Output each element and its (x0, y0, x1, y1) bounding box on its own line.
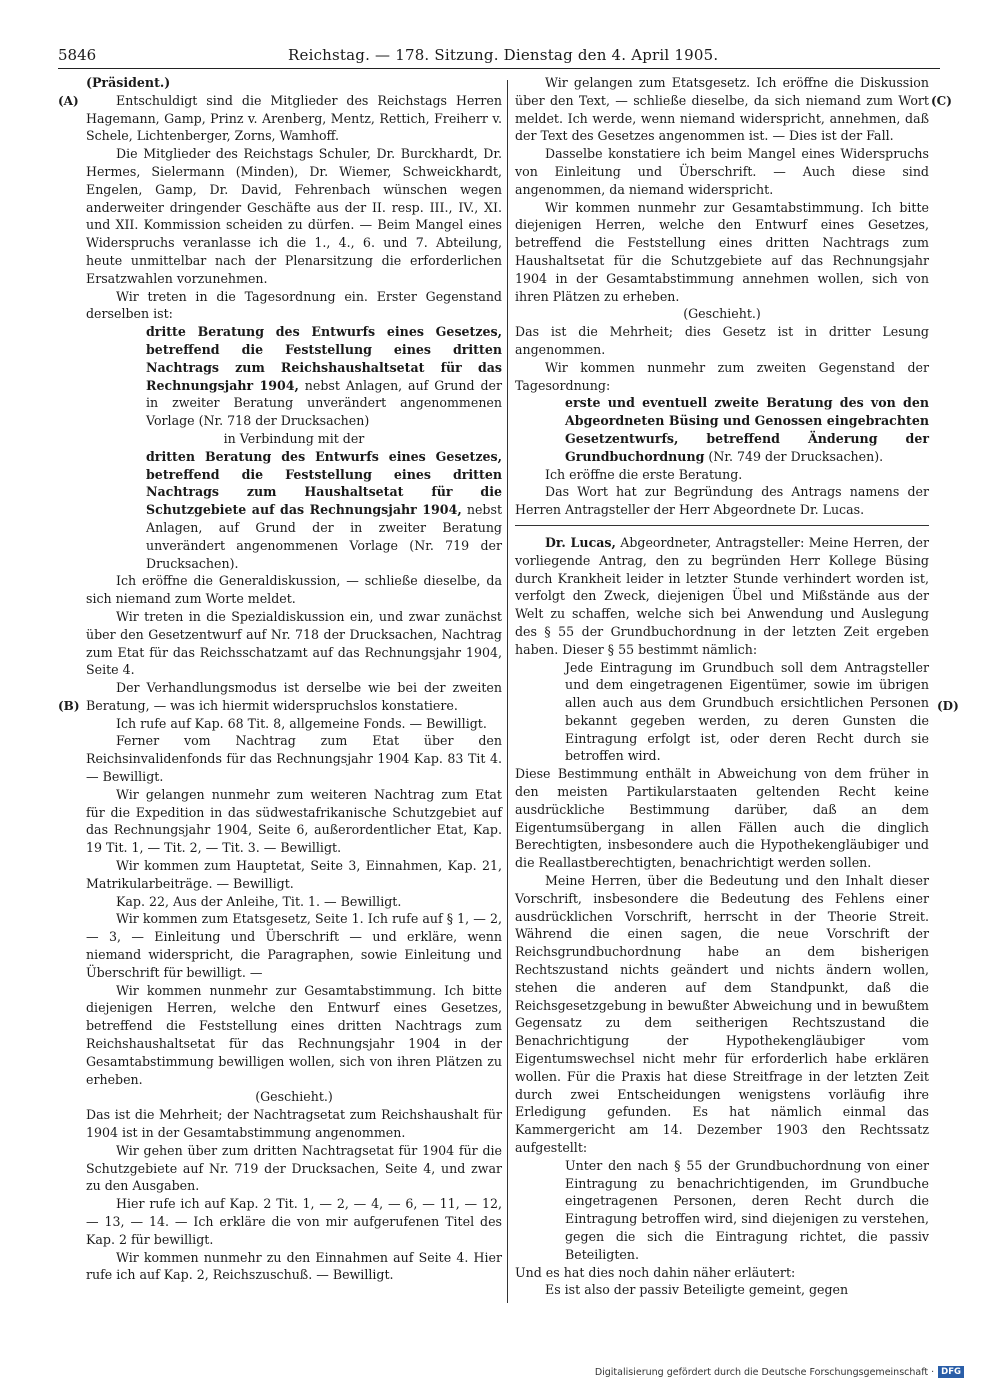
paragraph: Wir gehen über zum dritten Nachtragsetat für 1904 für die Schutzgebiete auf Nr. 719 der Drucksachen, Seite 4, und zwar zu den Ausgaben. (86, 1142, 502, 1194)
page-header (58, 46, 940, 68)
paragraph: Es ist also der passiv Beteiligte gemeint, gegen (545, 1282, 849, 1298)
running-title: Reichstag. — 178. Sitzung. Dienstag den 4. April 1905. (288, 46, 719, 64)
paragraph: Meine Herren, über die Bedeutung und den Inhalt dieser Vorschrift, insbesondere die Bedeutung des Fehlens einer ausdrücklichen Vorschrift, herrscht in der Theorie Streit. Während die einen sagen, die neue Vorschrift der Reichsgrundbuchordnung habe an dem bisherigen Rechtszustand nichts geändert und nichts ändern wollen, stehen die anderen auf dem Standpunkt, daß die Reichsgesetzgebung in bewußter Abweichung und in bewußtem Gegensatz zu dem seitherigen Rechtszustand die Benachrichtigung der Hypothekengläubiger vom Eigentumswechsel nicht mehr für erforderlich habe erklären wollen. Für die Praxis hat diese Streitfrage in der letzten Zeit durch zwei Entscheidungen wenigstens vorläufig ihre Erledigung gefunden. Es hat nämlich einmal das Kammergericht am 14. Dezember 1903 den Rechtssatz aufgestellt: (515, 873, 929, 1156)
column-divider (507, 80, 508, 1303)
paragraph: Das Wort hat zur Begründung des Antrags namens der Herren Antragsteller der Herr Abgeordnete Dr. Lucas. (515, 484, 929, 518)
agenda-item: dritten Beratung des Entwurfs eines Gesetzes, betreffend die Feststellung eines dritten Nachtrags zum Haushaltsetat für die Schutzgebiete auf das Rechnungsjahr 1904, nebst Anlagen, auf Grund der in zweiter Beratung unverändert angenommenen Vorlage (Nr. 719 der Drucksachen). (146, 448, 503, 571)
paragraph: Und es hat dies noch dahin näher erläutert: (515, 1264, 796, 1280)
page-number: 5846 (58, 46, 97, 64)
paragraph: Wir gelangen zum Etatsgesetz. Ich eröffne die Diskussion über den Text, — schließe dieselbe, da sich niemand zum Wort meldet. Ich werde, wenn niemand widerspricht, annehmen, daß der Text des Gesetzes angenommen ist. — Dies ist der Fall. (515, 75, 929, 144)
paragraph: Ich eröffne die erste Beratung. (545, 466, 743, 482)
paragraph: Das ist die Mehrheit; der Nachtragsetat zum Reichshaushalt für 1904 ist in der Gesamtabstimmung angenommen. (86, 1107, 502, 1141)
paragraph: Wir kommen zum Hauptetat, Seite 3, Einnahmen, Kap. 21, Matrikularbeiträge. — Bewilligt. (86, 858, 502, 891)
paragraph: Wir kommen nunmehr zur Gesamtabstimmung. Ich bitte diejenigen Herren, welche den Entwurf eines Gesetzes, betreffend die Feststellung eines dritten Nachtrags zum Haushaltsetat für die Schutzgebiete auf das Rechnungsjahr 1904 in der Gesamtabstimmung annehmen wollen, sich von ihren Plätzen zu erheben. (515, 199, 929, 304)
agenda-item: dritte Beratung des Entwurfs eines Gesetzes, betreffend die Feststellung eines dritten Nachtrags zum Reichshaushaltsetat für das Rechnungsjahr 1904, nebst Anlagen, auf Grund der in zweiter Beratung unverändert angenommenen Vorlage (Nr. 718 der Drucksachen) (146, 324, 503, 429)
paragraph: Dasselbe konstatiere ich beim Mangel eines Widerspruchs von Einleitung und Überschrift. — Auch diese sind angenommen, da niemand widerspricht. (515, 146, 929, 197)
paragraph: Ich eröffne die Generaldiskussion, — schließe dieselbe, da sich niemand zum Worte meldet. (86, 573, 502, 607)
margin-mark-c: (C) (931, 94, 952, 108)
margin-mark-a: (A) (58, 94, 79, 108)
paragraph: Das ist die Mehrheit; dies Gesetz ist in dritter Lesung angenommen. (515, 324, 929, 357)
paragraph: Hier rufe ich auf Kap. 2 Tit. 1, — 2, — 4, — 6, — 11, — 12, — 13, — 14. — Ich erkläre die von mir aufgerufenen Titel des Kap. 2 für bewilligt. (86, 1196, 502, 1247)
speaker-name: Dr. Lucas, (545, 534, 616, 550)
footer-text: Digitalisierung gefördert durch die Deutsche Forschungsgemeinschaft · (594, 1366, 935, 1378)
paragraph: Ferner vom Nachtrag zum Etat über den Reichsinvalidenfonds für das Rechnungsjahr 1904 Kap. 83 Tit 4. — Bewilligt. (86, 733, 502, 785)
paragraph: Wir kommen nunmehr zum zweiten Gegenstand der Tagesordnung: (515, 359, 929, 393)
margin-mark-b: (B) (58, 699, 80, 713)
stage-direction: (Geschieht.) (683, 306, 761, 322)
paragraph: Wir gelangen nunmehr zum weiteren Nachtrag zum Etat für die Expedition in das südwestafrikanische Schutzgebiet auf das Rechnungsjahr 1904, Seite 6, außerordentlicher Etat, Kap. 19 Tit. 1, — Tit. 2, — Tit. 3. — Bewilligt. (86, 786, 502, 856)
paragraph: Kap. 22, Aus der Anleihe, Tit. 1. — Bewilligt. (116, 893, 402, 909)
paragraph: Die Mitglieder des Reichstags Schuler, Dr. Burckhardt, Dr. Hermes, Sielermann (Minden), Dr. Wiemer, Schweickhardt, Engelen, Gamp, Dr. David, Fehrenbach wünschen wegen anderweiter dringender Geschäfte aus der II. resp. III., IV., XI. und XII. Kommission scheiden zu dürfen. — Beim Mangel eines Widerspruchs veranlasse ich die 1., 4., 6. und 7. Abteilung, heute unmittelbar nach der Plenarsitzung die erforderlichen Ersatzwahlen vorzunehmen. (86, 146, 502, 286)
agenda-item: erste und eventuell zweite Beratung des von den Abgeordneten Büsing und Genossen eingebrachten Gesetzentwurfs, betreffend Änderung der Grundbuchordnung (Nr. 749 der Drucksachen). (565, 395, 929, 464)
paragraph: Wir kommen nunmehr zur Gesamtabstimmung. Ich bitte diejenigen Herren, welche den Entwurf eines Gesetzes, betreffend die Feststellung eines dritten Nachtrags zum Reichshaushaltsetat für das Rechnungsjahr 1904 in der Gesamtabstimmung bewilligen wollen, sich von ihren Plätzen zu erheben. (86, 982, 502, 1087)
right-column (515, 74, 929, 1299)
left-column (86, 74, 502, 1284)
quoted-law-text: Jede Eintragung im Grundbuch soll dem Antragsteller und dem eingetragenen Eigentümer, sowie im übrigen allen auch aus dem Grundbuch ersichtlichen Personen bekannt gegeben werden, zu deren Gunsten die Eintragung erfolgt ist, oder deren Recht durch sie betroffen wird. (565, 659, 929, 764)
paragraph: Der Verhandlungsmodus ist derselbe wie bei der zweiten Beratung, — was ich hiermit widerspruchslos konstatiere. (86, 680, 502, 713)
paragraph: Ich rufe auf Kap. 68 Tit. 8, allgemeine Fonds. — Bewilligt. (116, 715, 487, 731)
quoted-ruling: Unter den nach § 55 der Grundbuchordnung von einer Eintragung zu benachrichtigenden, im Grundbuche eingetragenen Personen, deren Recht durch die Eintragung betroffen wird, sind diejenigen zu verstehen, gegen die sich die Eintragung richtet, die passiv Beteiligten. (565, 1157, 929, 1262)
speech-paragraph: Dr. Lucas, Abgeordneter, Antragsteller: Meine Herren, der vorliegende Antrag, den zu begründen Herr Kollege Büsing durch Krankheit leider in letzter Stunde verhindert worden ist, verfolgt den Zweck, diejenigen Übel und Mißstände aus der Welt zu schaffen, welche sich bei Anwendung und Auslegung des § 55 der Grundbuchordnung in der letzten Zeit ergeben haben. Dieser § 55 bestimmt nämlich: (515, 534, 929, 657)
paragraph: Wir kommen zum Etatsgesetz, Seite 1. Ich rufe auf § 1, — 2, — 3, — Einleitung und Überschrift — und erkläre, wenn niemand widerspricht, die Paragraphen, sowie Einleitung und Überschrift für bewilligt. — (86, 911, 502, 980)
connector-text: in Verbindung mit der (223, 430, 365, 446)
paragraph: Wir treten in die Spezialdiskussion ein, und zwar zunächst über den Gesetzentwurf auf Nr. 718 der Drucksachen, Nachtrag zum Etat für das Reichsschatzamt auf das Rechnungsjahr 1904, Seite 4. (86, 608, 502, 678)
section-separator (515, 525, 929, 526)
paragraph: Diese Bestimmung enthält in Abweichung von dem früher in den meisten Partikularstaaten geltenden Recht keine ausdrückliche Bestimmung darüber, daß an dem Eigentumsübergang in allen Fällen auch die dinglich Berechtigten, insbesondere auch die Hypothekengläubiger und die Reallastberechtigten, benachrichtigt werden sollen. (515, 766, 929, 871)
margin-mark-d: (D) (937, 699, 959, 713)
speaker-label: (Präsident.) (86, 75, 171, 90)
footer (595, 1366, 964, 1378)
paragraph: Wir kommen nunmehr zu den Einnahmen auf Seite 4. Hier rufe ich auf Kap. 2, Reichszuschuß. — Bewilligt. (86, 1249, 502, 1283)
stage-direction: (Geschieht.) (255, 1089, 333, 1105)
paragraph: Entschuldigt sind die Mitglieder des Reichstags Herren Hagemann, Gamp, Prinz v. Arenberg, Mentz, Rettich, Freiherr v. Schele, Lichtenberger, Zorns, Wamhoff. (86, 92, 502, 144)
header-rule (58, 68, 940, 69)
paragraph: Wir treten in die Tagesordnung ein. Erster Gegenstand derselben ist: (86, 288, 502, 322)
dfg-logo: DFG (938, 1366, 964, 1378)
